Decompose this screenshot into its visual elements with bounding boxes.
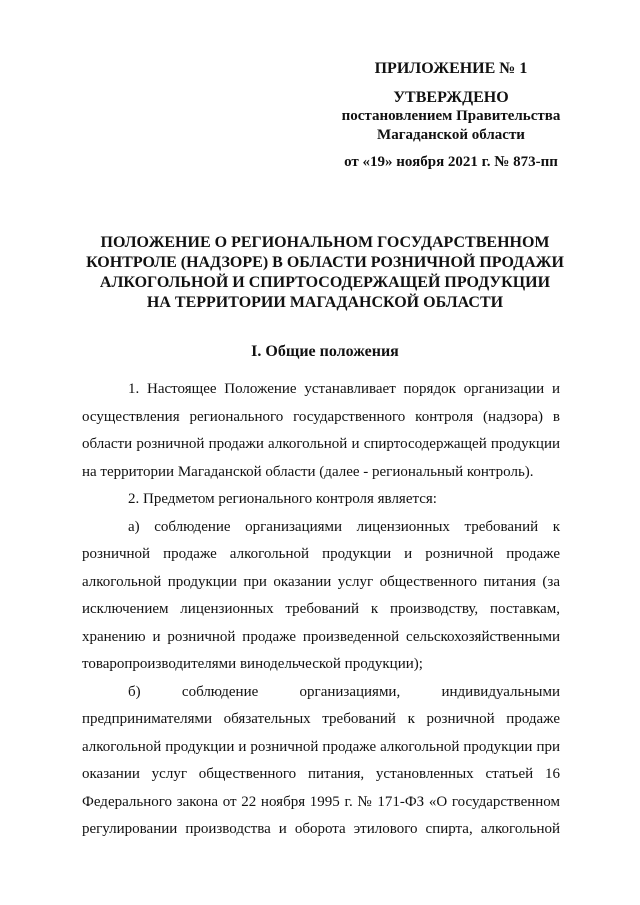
- title-line-4: НА ТЕРРИТОРИИ МАГАДАНСКОЙ ОБЛАСТИ: [146, 294, 504, 311]
- approval-date: от «19» ноября 2021 г. № 873-пп: [344, 154, 558, 170]
- title-line-3: АЛКОГОЛЬНОЙ И СПИРТОСОДЕРЖАЩЕЙ ПРОДУКЦИИ: [99, 274, 551, 291]
- approval-authority: постановлением Правительства: [341, 108, 561, 124]
- appendix-label: ПРИЛОЖЕНИЕ № 1: [374, 60, 528, 77]
- paragraph-2a: а) соблюдение организациями лицензионных требований к розничной продаже алкогольной продукции и розничной продаже алкогольной продукции при оказании услуг общественного питания (за исключением лицензионных требований к производству, поставкам, хранению и розничной продаже произведенной сельскохозяйственными товаропроизводителями винодельческой продукции);: [82, 518, 560, 672]
- paragraph-2b: б) соблюдение организациями, индивидуальными предпринимателями обязательных требований к розничной продаже алкогольной продукции и розничной продаже алкогольной продукции при оказании услуг общественного питания, установленных статьей 16 Федерального закона от 22 ноября 1995 г. № 171-ФЗ «О государственном регулировании производства и оборота этилового спирта, алкогольной: [82, 683, 560, 837]
- approved-label: УТВЕРЖДЕНО: [393, 89, 509, 106]
- title-line-2: КОНТРОЛЕ (НАДЗОРЕ) В ОБЛАСТИ РОЗНИЧНОЙ ПРОДАЖИ: [86, 254, 564, 271]
- approval-block: [318, 60, 584, 172]
- paragraph-1: 1. Настоящее Положение устанавливает порядок организации и осуществления регионального государственного контроля (надзора) в области розничной продажи алкогольной и спиртосодержащей продукции на территории Магаданской области (далее - региональный контроль).: [82, 381, 560, 480]
- section-heading: I. Общие положения: [251, 343, 399, 360]
- paragraph-2: 2. Предметом регионального контроля является:: [128, 491, 437, 507]
- document-title: [60, 233, 590, 313]
- title-line-1: ПОЛОЖЕНИЕ О РЕГИОНАЛЬНОМ ГОСУДАРСТВЕННОМ: [100, 234, 550, 251]
- approval-region: Магаданской области: [377, 127, 525, 143]
- document-body: [82, 376, 560, 844]
